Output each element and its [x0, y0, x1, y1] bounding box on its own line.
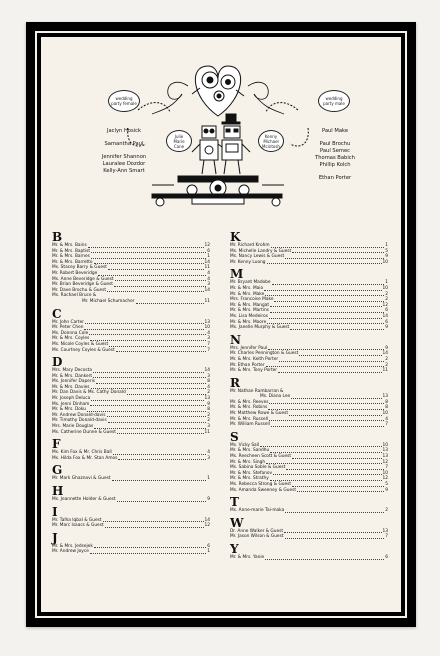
table-number: 4	[207, 330, 210, 336]
table-number: 9	[385, 345, 388, 351]
dot-leader	[103, 521, 204, 522]
dot-leader	[269, 318, 382, 319]
guest-name: Ms. Lisa Medeiros	[230, 313, 268, 319]
guest-name: Dr. Anne Walker & Guest	[230, 528, 284, 534]
guest-name: Ms. Nancy Lewis & Guest	[230, 254, 285, 260]
dot-leader	[266, 366, 385, 367]
dot-leader	[98, 275, 206, 276]
table-number: 4	[207, 270, 210, 276]
header-illustration-area	[42, 38, 400, 216]
guest-name: Mrs. Jennifer Paul	[230, 345, 268, 351]
dot-leader	[286, 469, 384, 470]
female-party-bubble: wedding party female	[108, 90, 140, 112]
table-number: 11	[204, 298, 210, 304]
guest-row	[52, 476, 210, 482]
table-number: 14	[382, 351, 388, 357]
guest-name: Ms. Rachael Bruce &	[52, 293, 97, 299]
gear-machine-icon	[152, 176, 284, 206]
guest-name: Mr. & Mrs. Sandhu	[230, 448, 270, 454]
guest-name: Ms. Anne-marie Tai-maka	[230, 508, 285, 514]
table-number: 13	[382, 394, 388, 400]
guest-row	[52, 549, 210, 555]
section-letter: S	[230, 429, 239, 444]
table-number: 11	[382, 368, 388, 374]
table-number: 6	[207, 543, 210, 549]
guest-name: Mr. Andrew Joyce	[52, 549, 89, 555]
guest-name: Mr. Brian Beveridge & Guest	[52, 282, 113, 288]
dot-leader	[270, 312, 384, 313]
section-letter: N	[230, 332, 241, 347]
table-number: 11	[204, 265, 210, 271]
guest-name: Ms. Courtney Coyles & Guest	[52, 347, 115, 353]
guest-name: Mr. & Mrs. Baptist	[52, 248, 91, 254]
dot-leader	[107, 416, 207, 417]
dot-leader	[94, 547, 206, 548]
dot-leader	[89, 334, 206, 335]
guest-name: Ms. Sabina Soble & Guest	[230, 465, 286, 471]
table-number: 13	[204, 319, 210, 325]
guest-name: Mr. & Mrs. Martins	[230, 308, 269, 314]
guest-name: Mr. & Mrs. Strathy	[230, 476, 269, 482]
table-number: 7	[207, 341, 210, 347]
table-number: 9	[385, 254, 388, 260]
guest-name: Mr. & Mrs. Reeves	[230, 399, 269, 405]
dot-leader	[93, 377, 206, 378]
dot-leader	[136, 303, 204, 304]
table-number: 7	[207, 347, 210, 353]
dot-leader	[289, 415, 381, 416]
guest-name: Mr. & Mrs. Barnes	[52, 254, 90, 260]
guest-name: Mr. Jason Wilson & Guest	[230, 534, 284, 540]
table-number: 3	[207, 282, 210, 288]
dot-leader	[265, 559, 384, 560]
table-number: 4	[207, 384, 210, 390]
guest-name: Ms. Diana Lee	[260, 394, 291, 400]
table-number: 1	[207, 476, 210, 482]
guest-name: Mr. & Mrs. Maio	[230, 285, 264, 291]
dot-leader	[274, 301, 384, 302]
table-number: 1	[385, 243, 388, 248]
guest-row	[230, 508, 388, 514]
dot-leader	[267, 263, 382, 264]
table-number: 2	[385, 362, 388, 368]
dot-leader	[94, 263, 204, 264]
dot-leader	[116, 351, 207, 352]
table-number: 7	[385, 422, 388, 428]
table-number: 6	[385, 554, 388, 560]
table-number: 9	[385, 325, 388, 331]
section-letter: R	[230, 375, 240, 390]
table-number: 14	[204, 287, 210, 293]
bride-bubble: Julie Marie Cane	[166, 130, 192, 152]
dot-leader	[117, 433, 204, 434]
dot-leader	[109, 346, 206, 347]
guest-name: Mr. Charles Pennington & Guest	[230, 351, 299, 357]
guest-row	[230, 534, 388, 540]
dot-leader	[284, 532, 381, 533]
table-number: 2	[385, 291, 388, 297]
guest-row	[230, 488, 388, 494]
guest-name: Mr. Andrew Donald-davis	[52, 412, 106, 418]
dot-leader	[269, 420, 384, 421]
dot-leader	[85, 323, 204, 324]
dot-leader	[84, 329, 203, 330]
table-number: 1	[385, 280, 388, 286]
party-name: Phillip Kolch	[319, 162, 351, 168]
table-number: 13	[382, 528, 388, 534]
table-number: 2	[207, 412, 210, 418]
table-number: 2	[207, 418, 210, 424]
table-number: 9	[207, 497, 210, 502]
guest-name: Mr. & Mrs. Coyles	[52, 336, 90, 342]
table-number: 10	[382, 259, 388, 265]
dot-leader	[292, 458, 382, 459]
dot-leader	[292, 486, 384, 487]
guest-row	[230, 422, 388, 428]
table-number: 6	[385, 319, 388, 325]
dot-leader	[292, 252, 384, 253]
table-number: 7	[385, 534, 388, 540]
dot-leader	[118, 459, 206, 460]
guest-name: Mr. Marc Isaacs & Guest	[52, 523, 104, 529]
dot-leader	[90, 340, 206, 341]
party-name: Samantha Paul	[104, 141, 144, 147]
table-number: 12	[382, 459, 388, 465]
dot-leader	[297, 491, 384, 492]
guest-name: Ms. Hilda Fox & Mr. Stan Amos	[52, 455, 118, 461]
section-letter: I	[52, 504, 58, 519]
party-name: Kelly-Ann Smart	[103, 168, 145, 174]
table-number: 5	[385, 482, 388, 487]
dot-leader	[107, 291, 203, 292]
guest-name: Mrs. Mary Decosta	[52, 368, 92, 374]
dot-leader	[108, 269, 204, 270]
table-number: 8	[385, 405, 388, 411]
guest-column-left	[52, 228, 210, 555]
guest-row	[52, 430, 210, 436]
table-number: 10	[382, 470, 388, 476]
table-number: 6	[385, 308, 388, 314]
table-number: 12	[382, 302, 388, 308]
table-number: 10	[382, 411, 388, 417]
table-number: 8	[385, 399, 388, 405]
dot-leader	[271, 426, 384, 427]
section-letter: B	[52, 230, 63, 244]
guest-name: Mr. & Mrs. Singh	[230, 459, 266, 465]
section-letter: J	[52, 530, 58, 545]
section-letter: F	[52, 437, 61, 452]
guest-name: Ms. Nicole Coyles & Guest	[52, 341, 109, 347]
section-letter: H	[52, 484, 64, 498]
dot-leader	[115, 280, 207, 281]
guest-name: Ms. Jenni Dinham	[52, 401, 90, 407]
guest-name: Ms. Jeannette Holder & Guest	[52, 497, 116, 502]
table-number: 12	[204, 523, 210, 529]
guest-row	[230, 368, 388, 374]
male-party-bubble: wedding party male	[318, 90, 350, 112]
table-number: 4	[207, 276, 210, 282]
guest-name: Mr. Timothy Donald-davis	[52, 418, 107, 424]
guest-name: Ms. Catherine Dunne & Guest	[52, 429, 116, 435]
party-name: Jaclyn Hosick	[106, 128, 142, 134]
table-number: 14	[382, 313, 388, 319]
dot-leader	[290, 329, 384, 330]
guest-row	[230, 260, 388, 266]
dot-leader	[265, 295, 384, 296]
guest-name: Mr. Dave Brochu & Guest	[52, 287, 107, 293]
table-number: 2	[385, 297, 388, 303]
dot-leader	[117, 501, 207, 502]
dot-leader	[270, 452, 381, 453]
dot-leader	[285, 538, 385, 539]
male-party-names	[304, 128, 366, 182]
heart-gears-icon	[192, 66, 244, 116]
guest-name: Mr. Michael Schumacher	[82, 298, 135, 304]
guest-name: Mr. & Mrs. Moore	[230, 319, 267, 325]
dot-leader	[273, 474, 381, 475]
dot-leader	[279, 361, 384, 362]
dot-leader	[108, 422, 207, 423]
dot-leader	[90, 553, 206, 554]
guest-name: Mr. & Mrs. Dankert	[52, 373, 93, 379]
dot-leader	[91, 252, 206, 253]
guest-name: Mr. William Russell	[230, 422, 270, 428]
dot-leader	[270, 306, 381, 307]
dot-leader	[270, 480, 382, 481]
guest-name: Mr. & Mrs. Yanie	[230, 554, 265, 560]
dot-leader	[278, 372, 381, 373]
section-letter: G	[52, 463, 63, 478]
guest-name: Mr. & Mrs. Doku	[52, 407, 86, 413]
robot-couple-illustration	[42, 38, 394, 216]
party-name: Thomas Babich	[315, 155, 355, 161]
groom-robot-icon	[222, 114, 250, 174]
dot-leader	[260, 446, 381, 447]
table-number: 5	[385, 248, 388, 254]
guest-name: Mr. Dan Davis & Ms. Cathy Donald	[52, 390, 126, 396]
table-number: 8	[207, 407, 210, 413]
table-number: 14	[204, 517, 210, 523]
guest-row	[52, 456, 210, 462]
guest-name: Mr. & Mrs. Stefanov	[230, 470, 273, 476]
guest-name: Mr. Matthew Rowe & Guest	[230, 411, 289, 417]
dot-leader	[285, 258, 384, 259]
guest-row	[230, 555, 388, 561]
guest-name: Mrs. Francoise Make	[230, 297, 274, 303]
table-number: 1	[207, 254, 210, 260]
table-number: 13	[382, 454, 388, 460]
guest-name: Mr. Robert Beveridge	[52, 270, 98, 276]
dot-leader	[114, 286, 206, 287]
party-name: Paul Brochu	[319, 141, 351, 147]
party-name: Lauralee Dozdor	[102, 161, 146, 167]
section-letter: W	[230, 515, 244, 530]
guest-name: Mr. & Mrs. Tony Porter	[230, 368, 278, 374]
table-number: 8	[207, 379, 210, 385]
section-letter: M	[230, 267, 244, 282]
party-name: Ethan Porter	[318, 175, 352, 181]
party-name: Paul Make	[321, 128, 349, 134]
dot-leader	[93, 372, 204, 373]
guest-name: Mr. & Mrs. Davies	[52, 384, 90, 390]
guest-name: Mr. & Mrs. Keith Porter	[230, 356, 279, 362]
table-number: 11	[204, 429, 210, 435]
guest-column-right	[230, 228, 388, 561]
guest-row	[52, 497, 210, 503]
guest-row	[52, 523, 210, 529]
dot-leader	[96, 383, 206, 384]
dot-leader	[264, 290, 381, 291]
guest-name: Mr. Nathan Rambarran &	[230, 388, 284, 394]
table-number: 7	[385, 465, 388, 471]
dot-leader	[272, 284, 385, 285]
guest-name: Ms. Reecheen Scott & Guest	[230, 454, 292, 460]
table-number: 1	[207, 549, 210, 555]
guest-name: Mr. Bryant Madobe	[230, 280, 271, 286]
dot-leader	[113, 454, 207, 455]
dot-leader	[127, 394, 207, 395]
guest-name: Ms. Amanda Sweeney & Guest	[230, 487, 297, 493]
guest-name: Ms. Jennifer Daperis	[52, 379, 96, 385]
table-number: 2	[207, 390, 210, 396]
table-number: 2	[385, 508, 388, 514]
guest-name: Mr. Ethan Porter	[230, 362, 265, 368]
section-letter: K	[230, 230, 241, 244]
section-letter: Y	[230, 541, 239, 556]
guest-name: Ms. Vicky Sall	[230, 442, 260, 448]
dot-leader	[112, 480, 207, 481]
section-letter: D	[52, 355, 63, 370]
female-party-names	[92, 128, 156, 175]
guest-name: Ms. Donnna Cole	[52, 330, 89, 336]
guest-name: Mr. Mark Ghaznavi & Guest	[52, 476, 111, 482]
dot-leader	[90, 405, 206, 406]
table-number: 9	[207, 401, 210, 407]
dot-leader	[105, 527, 204, 528]
outer-frame-line	[35, 31, 407, 618]
guest-name: Mr. Talha Iqbal & Guest	[52, 517, 102, 523]
table-number: 3	[207, 424, 210, 430]
guest-name: Mr. Peter Chen	[52, 325, 84, 331]
guest-row	[230, 325, 388, 331]
guest-name: Mr. & Mrs. Russell	[230, 416, 268, 422]
guest-name: Mr. & Mrs. Jedsejek	[52, 543, 93, 549]
guest-name: Ms. Kim Fox & Mr. Chris Ball	[52, 450, 112, 456]
dot-leader	[267, 323, 384, 324]
table-number: 10	[382, 442, 388, 448]
table-number: 4	[385, 416, 388, 422]
guest-row	[52, 348, 210, 354]
dot-leader	[299, 355, 381, 356]
groom-bubble: Kenny Michael Mcintosh	[258, 130, 284, 152]
table-number: 14	[204, 368, 210, 374]
table-number: 3	[207, 455, 210, 461]
party-name: Paul Semec	[319, 148, 351, 154]
guest-name: Mrs. Marie Douglas	[52, 424, 94, 430]
table-number: 14	[204, 259, 210, 265]
dot-leader	[91, 400, 203, 401]
table-number: 2	[385, 356, 388, 362]
dot-leader	[291, 398, 381, 399]
guest-name: Ms. Janelle Murphy & Guest	[230, 325, 290, 331]
chart-paper	[41, 37, 401, 612]
guest-name: Mr. Joseph Deluca	[52, 396, 91, 402]
dot-leader	[269, 403, 384, 404]
table-number: 3	[207, 373, 210, 379]
table-number: 4	[207, 450, 210, 456]
section-letter: T	[230, 495, 239, 510]
dot-leader	[88, 247, 204, 248]
guest-name: Mr. Richard Krohm	[230, 243, 270, 248]
table-number: 10	[382, 285, 388, 291]
party-name: Jennifer Shannon	[101, 154, 147, 160]
table-number: 12	[204, 243, 210, 248]
table-number: 6	[207, 248, 210, 254]
bride-robot-icon	[192, 126, 226, 174]
guest-name: Ms. Rebecca Strong & Guest	[230, 482, 292, 487]
guest-name: Mr. & Mrs. Robins	[230, 405, 268, 411]
table-number: 12	[382, 476, 388, 482]
guest-row	[52, 299, 210, 305]
table-number: 13	[382, 448, 388, 454]
table-number: 3	[207, 336, 210, 342]
guest-name: Ms. Anne Beveridge & Guest	[52, 276, 114, 282]
guest-name: Mr. Kenny Luong	[230, 259, 266, 265]
seating-chart-card	[26, 22, 416, 627]
dot-leader	[268, 409, 384, 410]
table-number: 9	[385, 487, 388, 493]
guest-name: Ms. Michelle Landry & Guest	[230, 248, 292, 254]
section-letter: C	[52, 306, 62, 321]
guest-name: Mr. & Mrs. Make	[230, 291, 265, 297]
dot-leader	[87, 411, 206, 412]
dot-leader	[94, 428, 206, 429]
guest-name: Ms. Stacey Barry & Guest	[52, 265, 107, 271]
guest-name: Mr. & Mrs. Mangat	[230, 302, 270, 308]
table-number: 10	[204, 325, 210, 331]
guest-name: Mr. & Mrs. Barretto	[52, 259, 93, 265]
table-number: 13	[204, 396, 210, 402]
guest-name: Mr. John Carter	[52, 319, 85, 325]
dot-leader	[271, 247, 385, 248]
dot-leader	[285, 512, 384, 513]
guest-name: Mr. & Mrs. Bains	[52, 243, 87, 248]
dot-leader	[91, 258, 206, 259]
